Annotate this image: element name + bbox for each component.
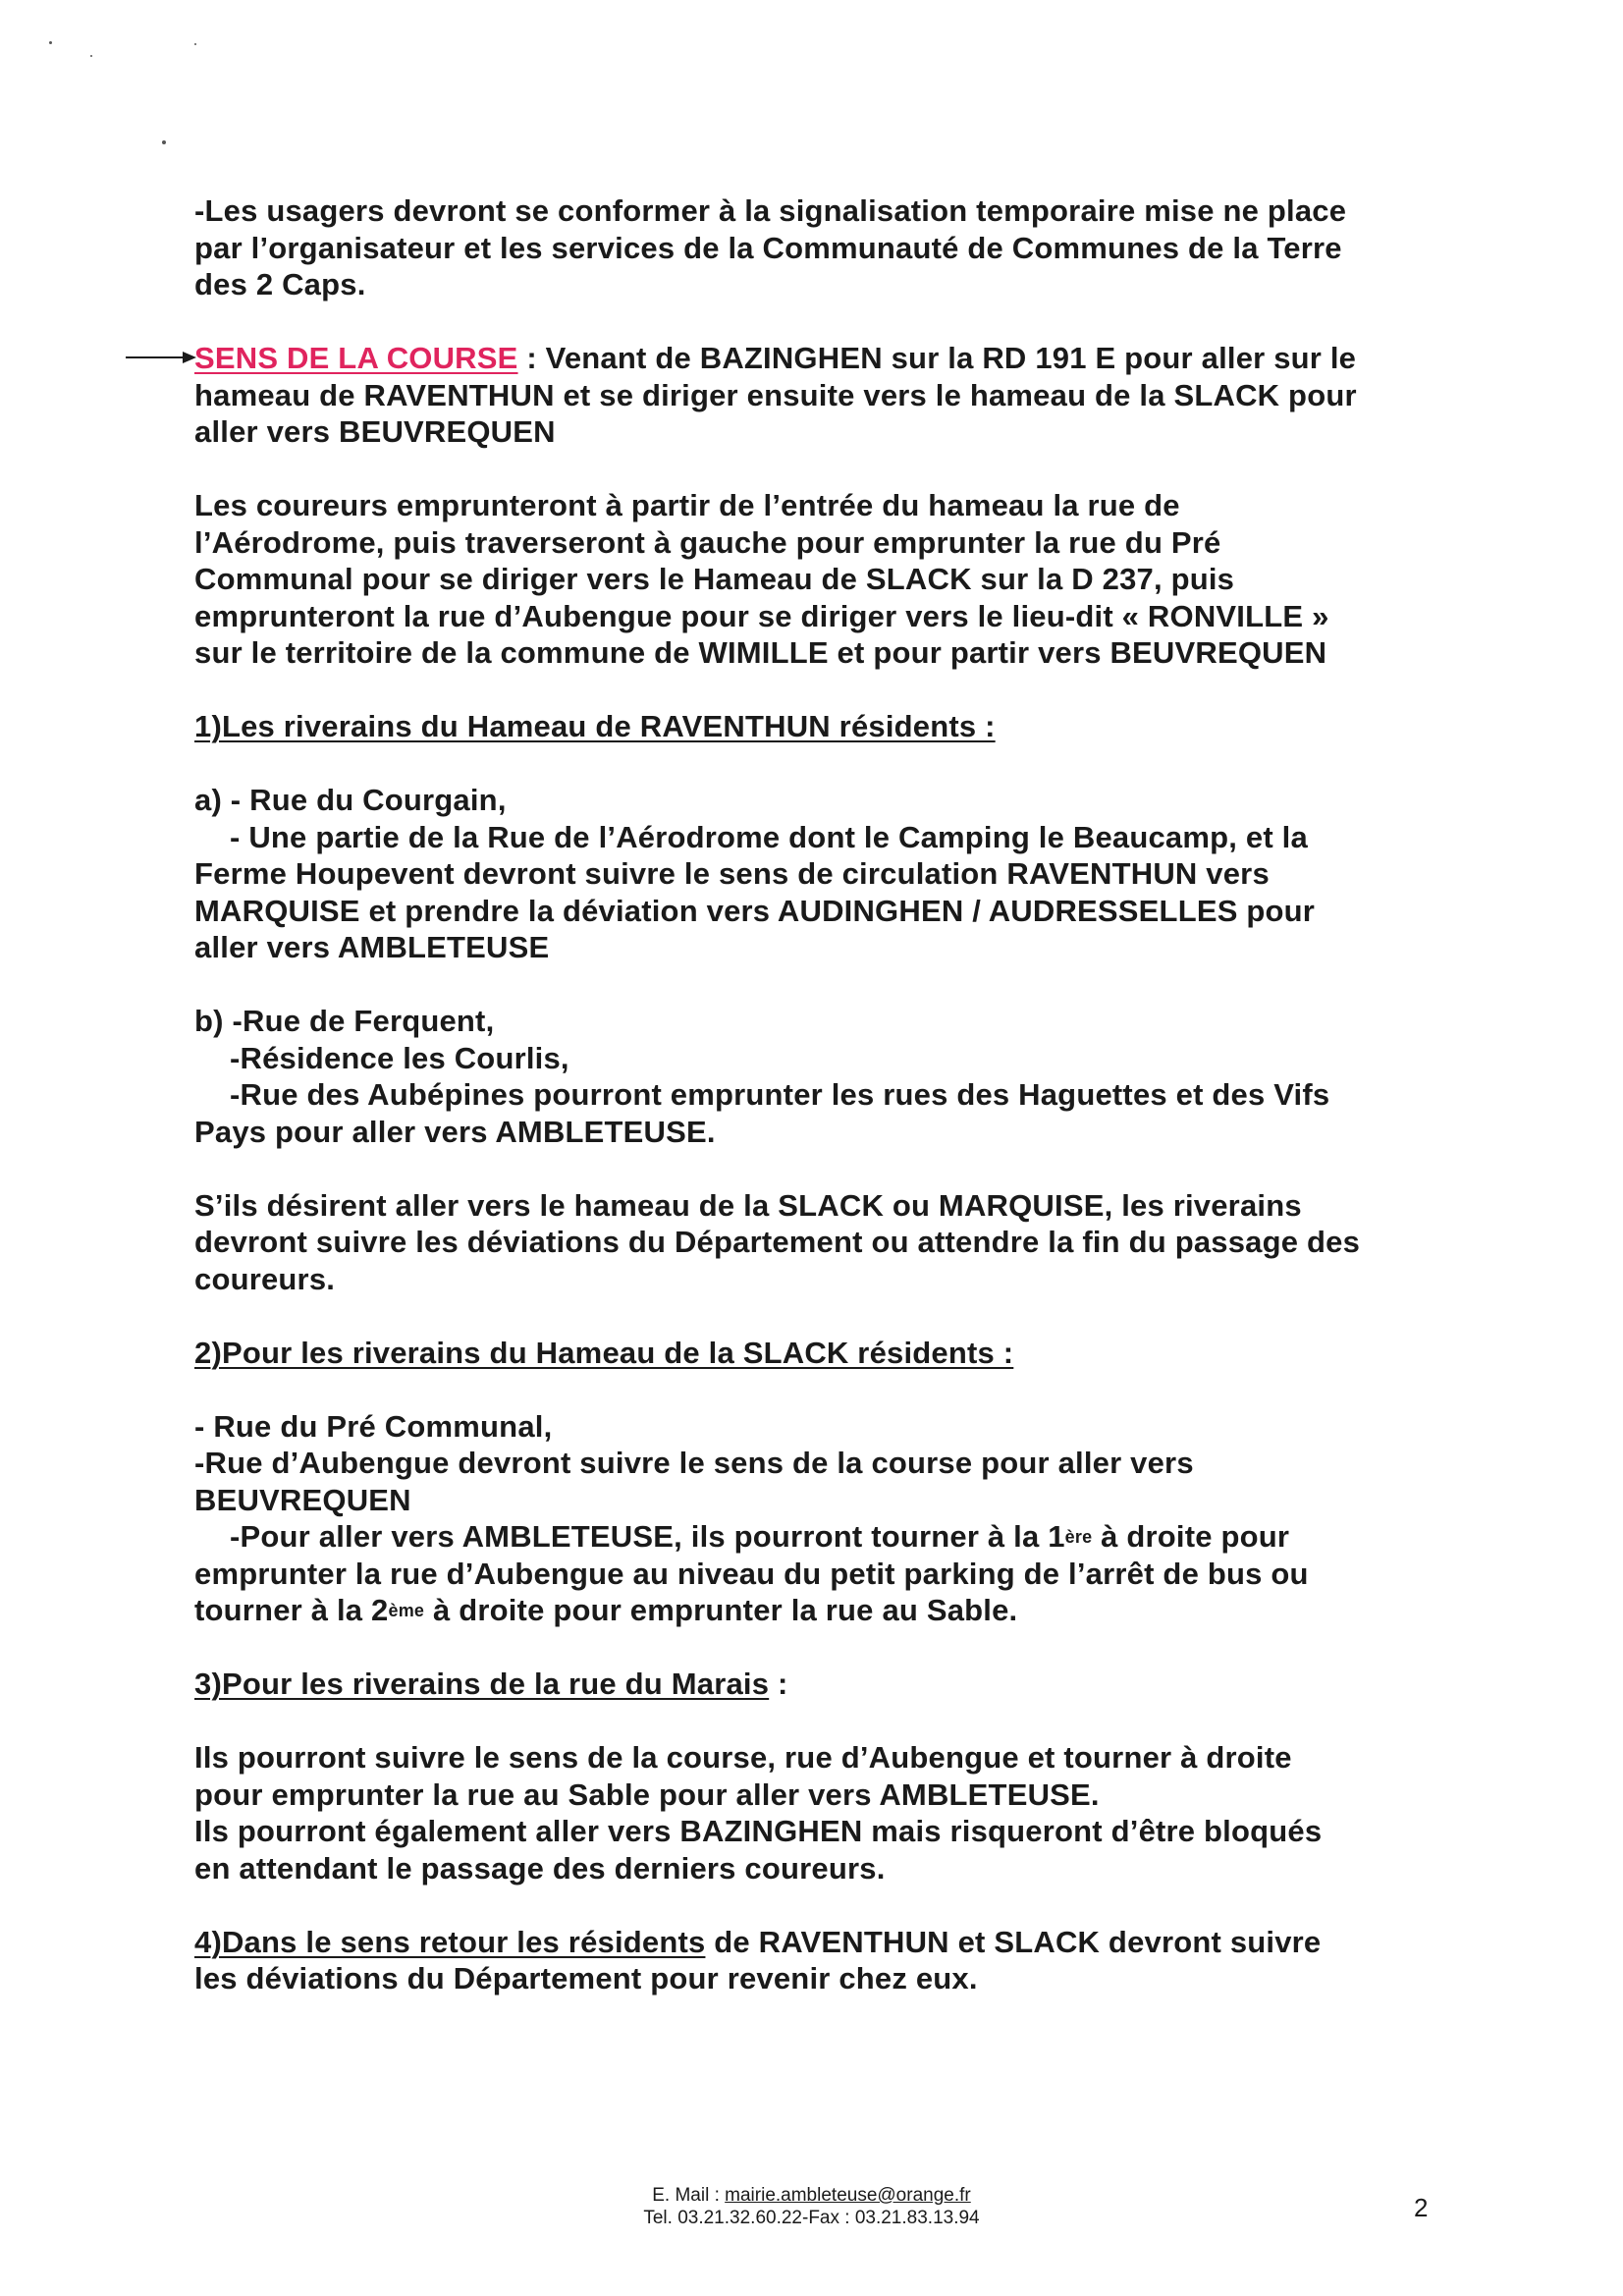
text-line: Ferme Houpevent devront suivre le sens de circulation RAVENTHUN vers	[194, 856, 1270, 891]
section2-heading-text: 2)Pour les riverains du Hameau de la SLACK résidents :	[194, 1335, 1014, 1370]
text-line: aller vers BEUVREQUEN	[194, 414, 556, 449]
section2-heading	[194, 1335, 1471, 1372]
text-line	[194, 1592, 1471, 1629]
superscript: ème	[388, 1601, 425, 1620]
email-link[interactable]: mairie.ambleteuse@orange.fr	[725, 2185, 971, 2206]
document-body	[194, 192, 1471, 2034]
text-fragment: : Venant de BAZINGHEN sur la RD 191 E pour aller sur le	[517, 341, 1357, 375]
section2-body	[194, 1408, 1471, 1629]
text-line: emprunter la rue d’Aubengue au niveau du petit parking de l’arrêt de bus ou	[194, 1556, 1309, 1591]
footer-phone-fax: Tel. 03.21.32.60.22-Fax : 03.21.83.13.94	[643, 2208, 980, 2228]
text-line: MARQUISE et prendre la déviation vers AUDINGHEN / AUDRESSELLES pour	[194, 893, 1316, 928]
text-line: -Résidence les Courlis,	[230, 1040, 569, 1075]
text-line: des 2 Caps.	[194, 267, 366, 301]
scan-speck	[90, 55, 92, 57]
text-line: aller vers AMBLETEUSE	[194, 930, 550, 964]
section1-c	[194, 1187, 1471, 1298]
email-label: E. Mail :	[652, 2185, 726, 2206]
text-line: a) - Rue du Courgain,	[194, 783, 507, 817]
text-line: par l’organisateur et les services de la Communauté de Communes de la Terre	[194, 230, 1342, 265]
sens-course-heading: SENS DE LA COURSE	[194, 341, 518, 375]
text-line: BEUVREQUEN	[194, 1482, 411, 1517]
text-line	[194, 340, 1471, 377]
section1-heading-text: 1)Les riverains du Hameau de RAVENTHUN résidents :	[194, 709, 996, 743]
section1-a	[194, 782, 1471, 966]
text-line: sur le territoire de la commune de WIMILLE et pour partir vers BEUVREQUEN	[194, 635, 1327, 670]
paragraph-sens-course	[194, 340, 1471, 451]
text-line: emprunteront la rue d’Aubengue pour se diriger vers le lieu-dit « RONVILLE »	[194, 598, 1329, 633]
text-line: b) -Rue de Ferquent,	[194, 1004, 495, 1038]
text-line: Pays pour aller vers AMBLETEUSE.	[194, 1114, 716, 1149]
text-line: Communal pour se diriger vers le Hameau de SLACK sur la D 237, puis	[194, 562, 1235, 596]
footer-email-line	[0, 2184, 1623, 2207]
text-line: Ils pourront également aller vers BAZINGHEN mais risqueront d’être bloqués	[194, 1814, 1323, 1848]
paragraph-coureurs	[194, 487, 1471, 672]
arrow-right-icon	[126, 348, 196, 367]
text-line: l’Aérodrome, puis traverseront à gauche pour emprunter la rue du Pré	[194, 524, 1221, 560]
page-footer	[0, 2184, 1623, 2229]
text-line: hameau de RAVENTHUN et se diriger ensuite vers le hameau de la SLACK pour	[194, 377, 1357, 412]
text-line: S’ils désirent aller vers le hameau de la SLACK ou MARQUISE, les riverains	[194, 1187, 1302, 1223]
text-fragment: à droite pour	[1092, 1519, 1290, 1554]
section3-heading-block	[194, 1666, 1471, 1703]
section3-heading	[194, 1666, 1471, 1703]
section4-heading-line	[194, 1924, 1471, 1961]
text-fragment: -Pour aller vers AMBLETEUSE, ils pourront tourner à la 1	[230, 1519, 1065, 1554]
page-number: 2	[1414, 2193, 1429, 2222]
text-fragment: tourner à la 2	[194, 1593, 389, 1627]
text-line: devront suivre les déviations du Département ou attendre la fin du passage des	[194, 1225, 1361, 1259]
text-line: les déviations du Département pour revenir chez eux.	[194, 1961, 978, 1995]
text-line: Ils pourront suivre le sens de la course, rue d’Aubengue et tourner à droite	[194, 1740, 1292, 1775]
scan-speck	[194, 43, 196, 45]
scan-speck	[49, 41, 52, 44]
section3-heading-text: 3)Pour les riverains de la rue du Marais	[194, 1667, 770, 1701]
text-line: -Les usagers devront se conformer à la signalisation temporaire mise ne place	[194, 193, 1347, 228]
scan-speck	[162, 140, 166, 144]
superscript: ère	[1064, 1527, 1093, 1547]
text-fragment: :	[769, 1667, 788, 1701]
text-line	[194, 1518, 1471, 1556]
text-line: coureurs.	[194, 1261, 336, 1296]
section3-body	[194, 1739, 1471, 1886]
section4	[194, 1924, 1471, 1997]
text-line: pour emprunter la rue au Sable pour aller vers AMBLETEUSE.	[194, 1777, 1100, 1812]
section1-heading	[194, 708, 1471, 745]
text-line: en attendant le passage des derniers coureurs.	[194, 1850, 886, 1886]
section4-heading-text: 4)Dans le sens retour les résidents	[194, 1924, 706, 1959]
text-line: - Rue du Pré Communal,	[194, 1408, 553, 1444]
text-fragment: à droite pour emprunter la rue au Sable.	[424, 1593, 1018, 1627]
text-line: -Rue des Aubépines pourront emprunter les rues des Haguettes et des Vifs	[230, 1077, 1330, 1112]
text-line: Les coureurs emprunteront à partir de l’entrée du hameau la rue de	[194, 488, 1180, 522]
section2-heading-block	[194, 1335, 1471, 1372]
section1-heading-block	[194, 708, 1471, 745]
text-fragment: de RAVENTHUN et SLACK devront suivre	[705, 1924, 1322, 1959]
text-line: -Rue d’Aubengue devront suivre le sens de la course pour aller vers	[194, 1446, 1194, 1480]
section1-b	[194, 1003, 1471, 1150]
paragraph-usagers	[194, 192, 1471, 303]
text-line: - Une partie de la Rue de l’Aérodrome dont le Camping le Beaucamp, et la	[230, 819, 1308, 854]
